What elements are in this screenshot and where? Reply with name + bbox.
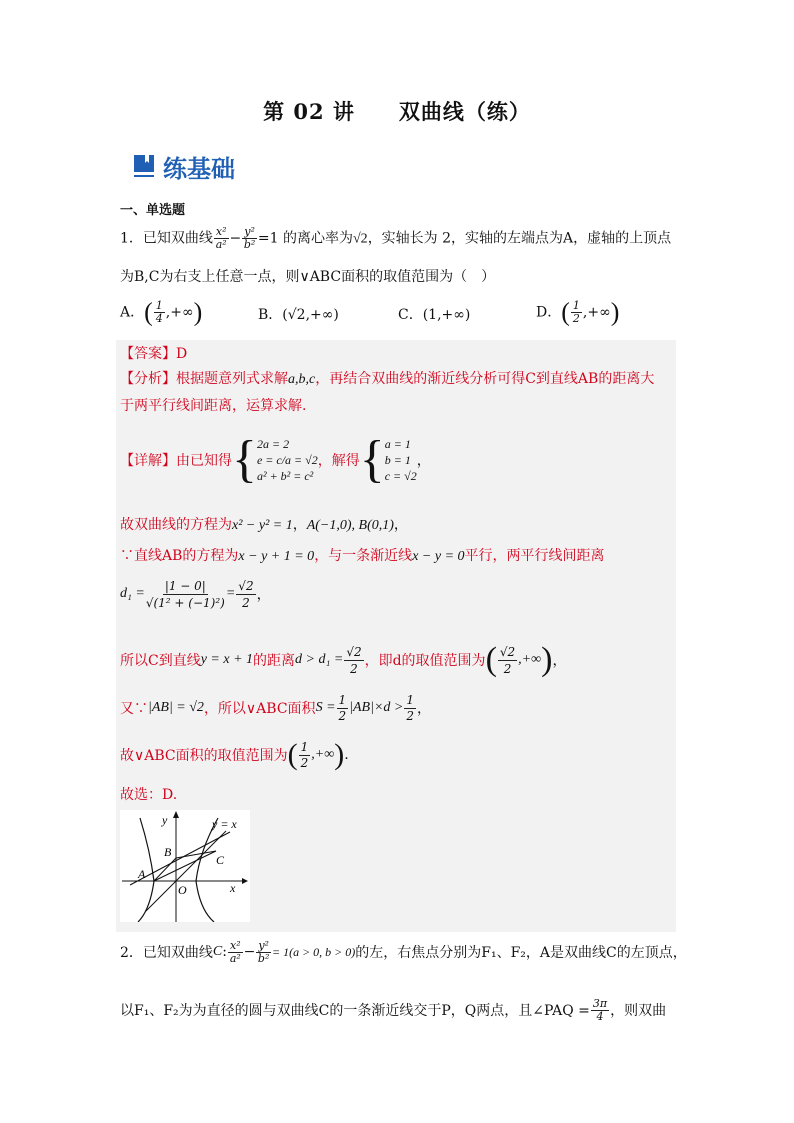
q2-text-a: 2．已知双曲线: [120, 945, 213, 961]
q1-text-a: 1．已知双曲线: [120, 230, 213, 247]
line-eq: y = x + 1: [200, 652, 254, 667]
q2-a2: a²: [229, 951, 241, 965]
q2-line1: 2．已知双曲线 C : $\frac{\text{x²}}{\text{a²}}$ − $\frac{\text{y²}}{\text{b²}}$ = 1(a > 0, b > 0) 的左，右焦点分别为F₁、F₂，A是双曲线C的左顶点，: [120, 938, 687, 965]
ab-text-b: ，与一条渐近线: [314, 548, 413, 564]
line-ab-line: [120, 545, 605, 565]
book-icon: [133, 154, 155, 178]
answer-label: 【答案】: [120, 346, 176, 362]
range-num-2: √2: [499, 644, 516, 659]
solved-eq-1: a = 1: [384, 437, 411, 451]
line-label: y = x: [212, 817, 237, 831]
conclusion-text: 故∨ABC面积的取值范围为: [120, 748, 288, 764]
option-a-label: A．: [120, 304, 145, 321]
q1-options: [120, 297, 680, 328]
range-text-a: 所以C到直线: [120, 653, 201, 669]
area-s: S =: [315, 700, 336, 715]
d1-den: √(1² + (−1)²): [145, 595, 225, 610]
d1-tail: ，: [256, 587, 271, 603]
area-text-b: ，所以∨ABC面积: [203, 701, 316, 717]
half-num: 1: [338, 692, 347, 707]
range-line: 所以C到直线 y = x + 1 的距离 d > d₁ = $\frac{√2}{2}$ ，即d的取值范围为 ( $\frac{√2}{2}$ ,+∞ ) ，: [120, 641, 567, 678]
option-d-den: 2: [572, 312, 580, 325]
right-branch: [196, 818, 218, 922]
option-b[interactable]: [258, 304, 339, 324]
point-b-label: B: [164, 845, 172, 859]
equation-line: [120, 514, 408, 534]
given-eq-3: a² + b² = c²: [256, 469, 314, 483]
x-axis-label: x: [230, 881, 236, 895]
section-banner: [133, 150, 235, 182]
conclusion-den: 2: [300, 755, 309, 770]
q1-x2: x²: [215, 225, 227, 238]
option-a-num: 1: [155, 299, 163, 312]
range-text-c: ，即d的取值范围为: [364, 653, 486, 669]
q1-frac-y: [242, 226, 257, 251]
option-b-value: (√2,+∞): [282, 307, 339, 323]
d1-label: d₁ =: [120, 586, 145, 601]
conclusion-num: 1: [300, 739, 309, 754]
choice-line: 故选：D.: [120, 787, 178, 803]
option-c-label: C．: [398, 307, 423, 323]
hyperbola-equation: x² − y² = 1: [232, 518, 293, 533]
option-a-den: 4: [155, 312, 163, 325]
line-ab-eq: x − y + 1 = 0: [238, 549, 315, 564]
ab-length: |AB| = √2: [148, 700, 204, 715]
q1-frac-x: [214, 226, 229, 251]
segment-ab: [154, 858, 176, 881]
q2-x2: x²: [229, 938, 241, 952]
analysis-line1: [120, 368, 654, 388]
given-eq-2: e = c/a = √2: [256, 453, 318, 467]
q2-text-c: 以F₁、F₂为为直径的圆与双曲线C的一条渐近线交于P，Q两点，且∠PAQ =: [120, 1003, 590, 1019]
given-system: [257, 436, 318, 484]
q2-text-d: ，则双曲: [610, 1003, 667, 1019]
detail-label: 【详解】: [120, 453, 176, 469]
q2-b2: b²: [257, 951, 270, 965]
option-c-value: (1,+∞): [422, 307, 471, 323]
given-eq-1: 2a = 2: [256, 437, 290, 451]
area-line: [120, 690, 431, 726]
y-axis-arrow: [173, 811, 179, 818]
d1-result-num: √2: [238, 578, 254, 593]
range-inf: ,+∞: [518, 652, 542, 667]
eq-text-b: ，: [292, 517, 307, 533]
bound-den: 2: [406, 708, 414, 723]
ab-text-a: ∵直线AB的方程为: [120, 548, 239, 564]
q2-frac-den: 4: [596, 1009, 604, 1023]
answer-value: D: [176, 346, 188, 362]
analysis-text-2: ，再结合双曲线的渐近线分析可得C到直线AB的距离大: [315, 371, 655, 387]
range-text-d: ，: [552, 653, 567, 669]
option-d-label: D．: [536, 304, 562, 321]
q2-y2: y²: [258, 938, 269, 952]
lecture-topic: 双曲线（练）: [398, 99, 531, 124]
q1-b2: b²: [243, 238, 256, 251]
q2-condition: = 1(a > 0, b > 0): [271, 944, 356, 959]
analysis-label: 【分析】: [120, 371, 176, 387]
d-ineq: d > d₁ =: [295, 652, 344, 667]
range-text-b: 的距离: [253, 653, 296, 669]
option-d[interactable]: D．( $\frac{1}{2}$ ,+∞): [536, 297, 620, 327]
analysis-line2: 于两平行线间距离，运算求解.: [120, 398, 307, 414]
detail-line: 【详解】 由已知得 { 2a = 2 e = c/a = √2 a² + b² = c² ，解得 { a = 1 b = 1 c = √2 ，: [120, 431, 431, 488]
q1-text-b: =1 的离心率为: [257, 230, 353, 247]
asymptote-line: [146, 831, 226, 911]
bound-num: 1: [406, 692, 414, 707]
lecture-number: 第 02 讲: [263, 99, 355, 124]
option-a[interactable]: A．( $\frac{1}{4}$ ,+∞): [120, 297, 203, 327]
option-d-num: 1: [572, 299, 580, 312]
asymptote-eq: x − y = 0: [412, 549, 465, 564]
segment-bc: [176, 851, 216, 858]
solved-system: [385, 436, 417, 484]
option-d-tail: ,+∞: [582, 304, 611, 321]
option-b-label: B．: [258, 307, 283, 323]
range-num: √2: [346, 644, 362, 659]
d1-result-den: 2: [242, 595, 250, 610]
q1-sqrt2: √2: [353, 231, 368, 247]
d1-num: |1 − 0|: [164, 578, 206, 593]
d1-eq: =: [225, 586, 236, 601]
point-c-label: C: [216, 853, 225, 867]
q2-c: C: [212, 944, 223, 959]
analysis-abc: a,b,c: [288, 372, 316, 387]
hyperbola-graph: [120, 810, 250, 922]
conclusion-period: .: [344, 747, 349, 763]
answer-line: [120, 343, 187, 363]
area-text-a: 又∵: [120, 701, 148, 717]
solved-eq-3: c = √2: [384, 469, 417, 483]
distance-line: [120, 572, 271, 616]
ab-text-c: 平行，两平行线间距离: [464, 548, 605, 564]
area-product: |AB|×d >: [349, 700, 404, 715]
detail-text-2: ，解得: [317, 453, 360, 469]
area-tail: ，: [417, 701, 431, 717]
q1-a2: a²: [215, 238, 227, 251]
origin-label: O: [178, 883, 187, 897]
option-a-tail: ,+∞: [165, 304, 194, 321]
q2-text-b: 的左，右焦点分别为F₁、F₂，A是双曲线C的左顶点，: [355, 945, 687, 961]
option-c[interactable]: [398, 304, 470, 324]
detail-text-3: ，: [416, 453, 431, 469]
range-den-2: 2: [503, 661, 512, 676]
eq-text-c: ，: [393, 517, 408, 533]
q1-line2: 为B,C为右支上任意一点，则∨ABC面积的取值范围为（ ）: [120, 269, 496, 285]
analysis-text-1: 根据题意列式求解: [176, 371, 288, 387]
conclusion-line: 故∨ABC面积的取值范围为 ( $\frac{1}{2}$ ,+∞ ) .: [120, 738, 349, 771]
points-ab: A(−1,0), B(0,1): [306, 518, 394, 533]
q1-line1: 1．已知双曲线 $\frac{\text{x²}}{\text{a²}}$ − $\frac{\text{y²}}{\text{b²}}$ =1 的离心率为√2，实轴长为 2，实轴的左端点为A，虚轴的上顶点: [120, 225, 672, 251]
hyperbola-figure: [120, 810, 250, 922]
q1-text-c: ，实轴长为 2，实轴的左端点为A，虚轴的上顶点: [367, 230, 672, 247]
section-banner-text: 练基础: [163, 154, 235, 183]
x-axis-arrow: [242, 878, 248, 884]
section-heading: 一、单选题: [120, 203, 186, 218]
y-axis-label: y: [162, 813, 168, 827]
q1-y2: y²: [244, 225, 255, 238]
q2-frac-num: 3π: [592, 996, 608, 1010]
q2-line2: [120, 995, 666, 1025]
eq-text-a: 故双曲线的方程为: [120, 517, 232, 533]
solved-eq-2: b = 1: [384, 453, 411, 467]
range-den: 2: [350, 661, 358, 676]
half-den: 2: [338, 708, 347, 723]
detail-text-1: 由已知得: [176, 453, 232, 469]
point-a-label: A: [138, 867, 146, 881]
conclusion-inf: ,+∞: [311, 747, 335, 762]
page-title: [0, 96, 794, 126]
